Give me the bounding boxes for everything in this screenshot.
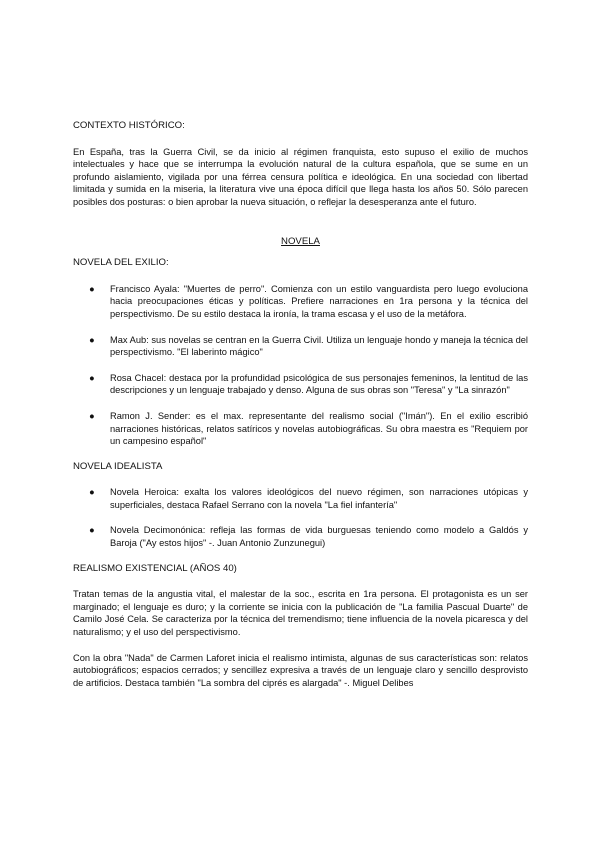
bullet-icon: ● bbox=[89, 525, 95, 536]
section-heading-idealista: NOVELA IDEALISTA bbox=[73, 460, 163, 472]
bullet-icon: ● bbox=[89, 372, 95, 383]
bullet-icon: ● bbox=[89, 410, 95, 421]
list-item-text: Novela Heroica: exalta los valores ideológicos del nuevo régimen, son narraciones utópicas y superficiales, destaca Rafael Serrano con la novela "La fiel infantería" bbox=[110, 487, 528, 510]
list-idealista bbox=[73, 486, 528, 549]
section-heading-existencial: REALISMO EXISTENCIAL (AÑOS 40) bbox=[73, 562, 237, 574]
list-item-text: Max Aub: sus novelas se centran en la Guerra Civil. Utiliza un lenguaje hondo y maneja la técnica del perspectivismo. "El laberinto mágico" bbox=[110, 334, 528, 358]
document-page bbox=[73, 120, 528, 689]
list-item-text: Francisco Ayala: "Muertes de perro". Comienza con un estilo vanguardista pero luego evoluciona hacia preocupaciones éticas y políticas. Prefiere narraciones en 1ra persona y la técnica del perspectivismo. De su estilo destaca la ironía, la trama escasa y el uso de la metáfora. bbox=[110, 283, 528, 319]
section-heading-contexto: CONTEXTO HISTÓRICO: bbox=[73, 120, 185, 131]
section-heading-exilio: NOVELA DEL EXILIO: bbox=[73, 257, 169, 269]
list-item-text: Rosa Chacel: destaca por la profundidad psicológica de sus personajes femeninos, la lentitud de las descripciones y un lenguaje trabajado y denso. Alguna de sus obras son "Teresa" y "La sinrazón" bbox=[110, 372, 528, 396]
section-title-novela: NOVELA bbox=[281, 235, 320, 247]
list-item bbox=[73, 334, 528, 359]
list-item-text: Ramon J. Sender: es el max. representante del realismo social ("Imán"). En el exilio escribió narraciones históricas, relatos satíricos y novelas autobiográficas. Su obra maestra es "Requiem por un campesino español" bbox=[110, 410, 528, 447]
bullet-icon: ● bbox=[89, 334, 95, 345]
bullet-icon: ● bbox=[89, 283, 95, 294]
paragraph-existencial-2: Con la obra "Nada" de Carmen Laforet inicia el realismo intimista, algunas de sus características son: relatos autobiográficos; espacios cerrados; y sencillez expresiva a través de un lenguaje claro y sencillo desprovisto de artificios. Destaca también "La sombra del ciprés es alargada" -. Miguel Delibes bbox=[73, 652, 528, 688]
list-item bbox=[73, 524, 528, 549]
list-item-text: Novela Decimonónica: refleja las formas de vida burguesas teniendo como modelo a Galdós y Baroja ("Ay estos hijos" -. Juan Antonio Zunzunegui) bbox=[110, 525, 528, 549]
paragraph-existencial-1: Tratan temas de la angustia vital, el malestar de la soc., escrita en 1ra persona. El protagonista es un ser marginado; el lenguaje es duro; y la corriente se inicia con la publicación de "La familia Pascual Duarte" de Camilo José Cela. Se caracteriza por la técnica del tremendismo; tiene influencia de la novela picaresca y del naturalismo; y el uso del perspectivismo. bbox=[73, 589, 528, 638]
paragraph-contexto: En España, tras la Guerra Civil, se da inicio al régimen franquista, esto supuso el exilio de muchos intelectuales y hace que se interrumpa la evolución natural de la cultura española, que se sume en un profundo aislamiento, vigilada por una férrea censura política e ideológica. En una sociedad con libertad limitada y sumida en la miseria, la literatura vive una época difícil que llega hasta los años 50. Sólo parecen posibles dos posturas: o bien aprobar la nueva situación, o reflejar la desesperanza ante el futuro. bbox=[73, 146, 528, 207]
list-item bbox=[73, 372, 528, 397]
list-item bbox=[73, 410, 528, 448]
list-item bbox=[73, 283, 528, 321]
list-item bbox=[73, 486, 528, 511]
bullet-icon: ● bbox=[89, 487, 95, 498]
list-exilio bbox=[73, 283, 528, 448]
